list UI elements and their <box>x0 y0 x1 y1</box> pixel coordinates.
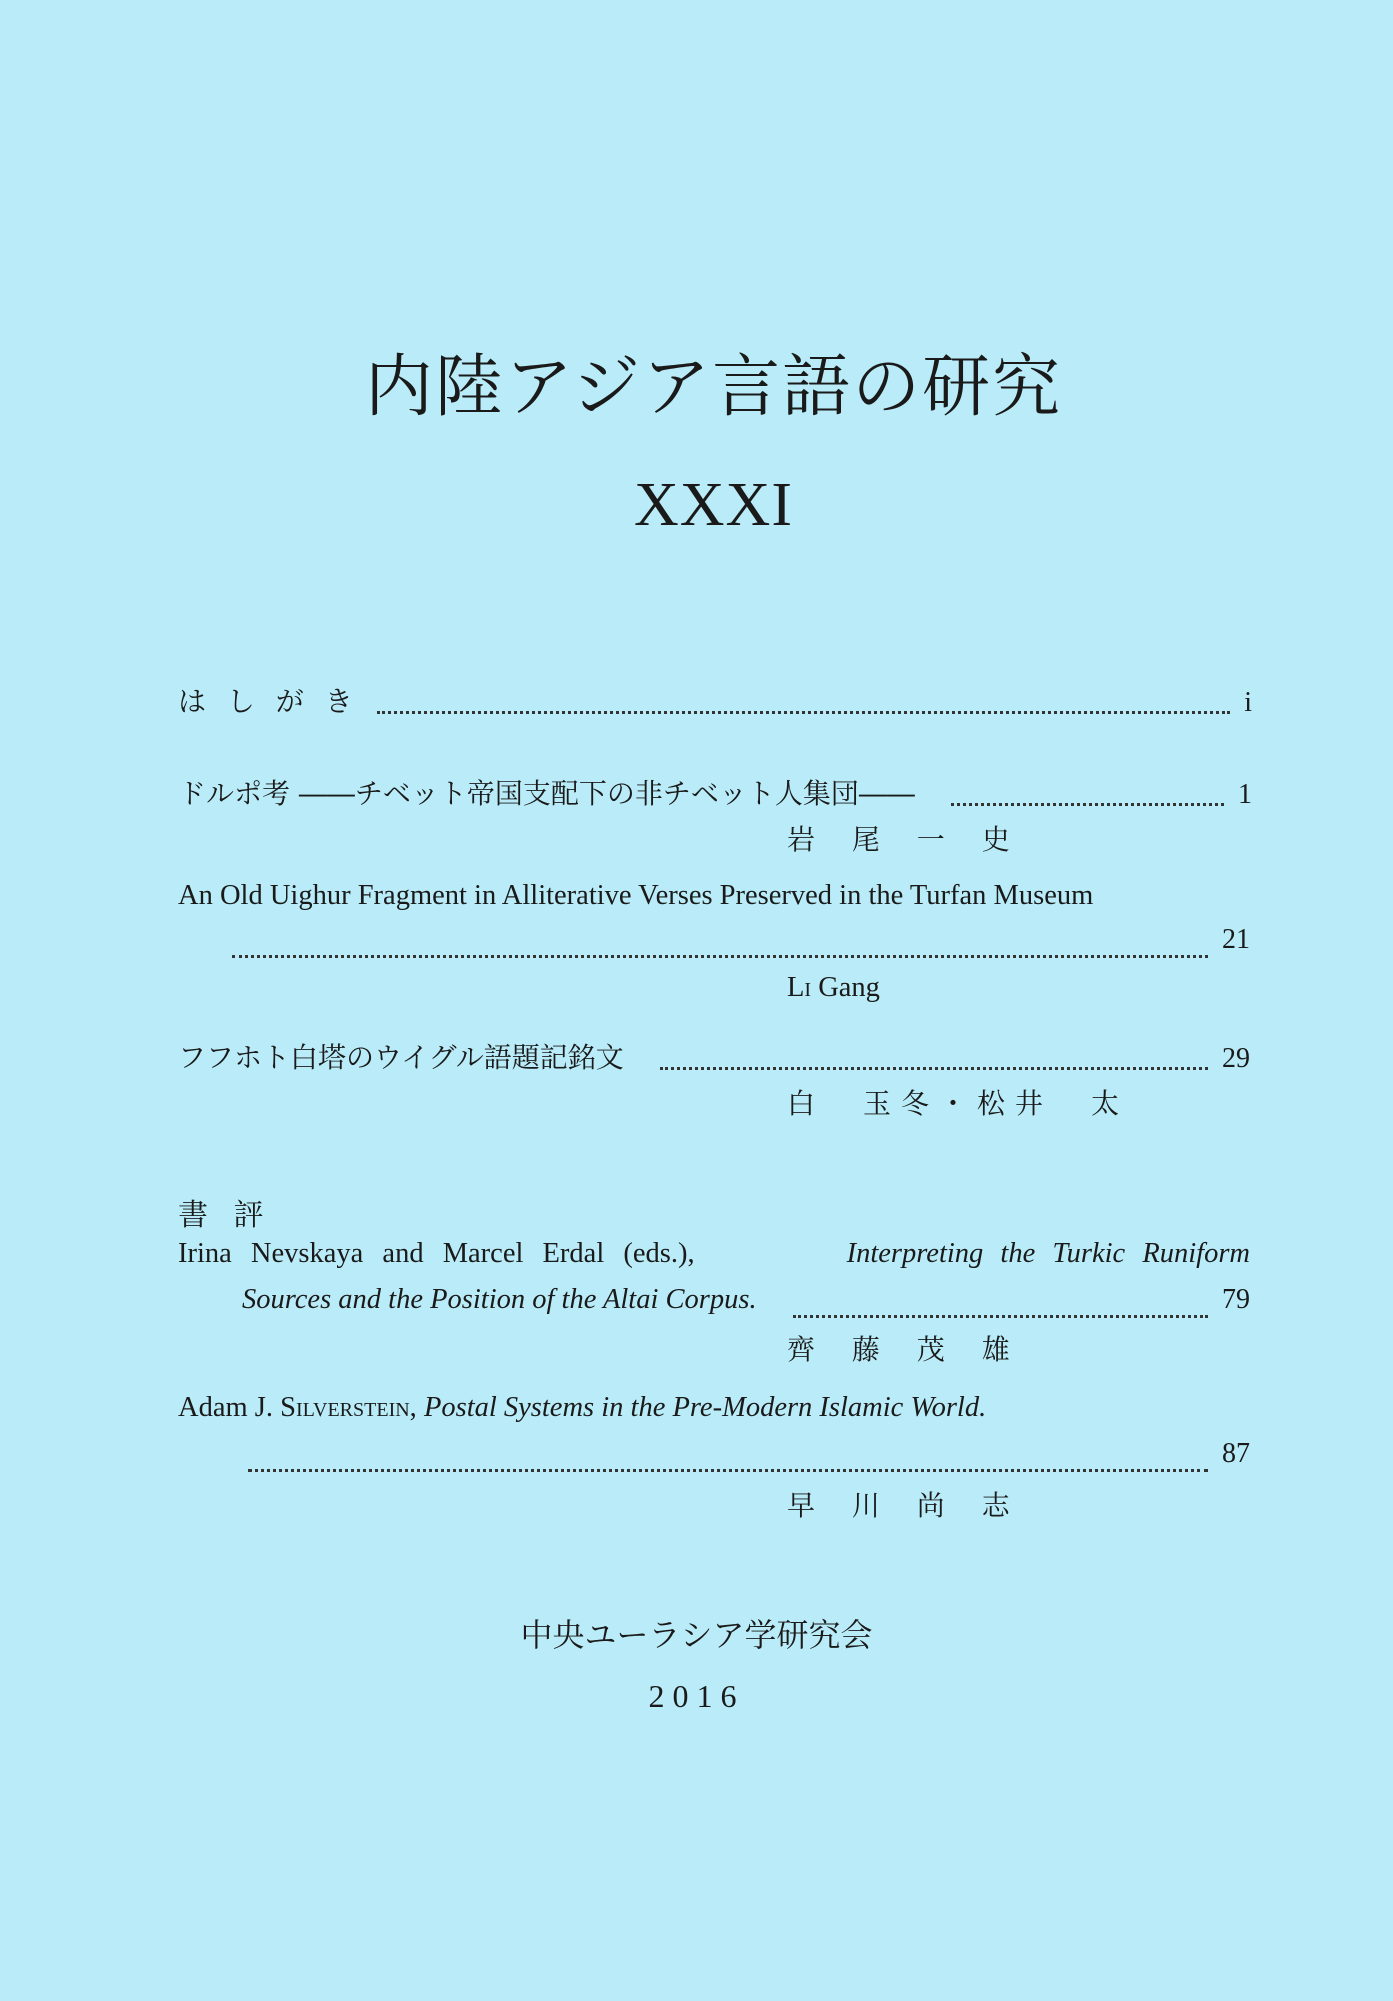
toc-author-article-2 <box>787 972 880 1004</box>
review-1-book-title-line-2: Sources and the Position of the Altai Corpus. <box>242 1284 757 1315</box>
toc-title-article-3: フフホト白塔のウイグル語題記銘文 <box>178 1041 624 1074</box>
author-family-name: Li <box>787 972 812 1003</box>
toc-leader-row-article-2 <box>232 924 1250 964</box>
review-2-author-family: Silverstein, <box>280 1392 417 1423</box>
toc-page-preface: i <box>1244 687 1252 718</box>
toc-page-review-1: 79 <box>1222 1284 1250 1315</box>
toc-entry-article-3[interactable] <box>178 1036 1250 1076</box>
toc-entry-review-2[interactable] <box>178 1392 1198 1432</box>
toc-page-article-2: 21 <box>1222 924 1250 955</box>
toc-title-preface: は し が き <box>178 685 359 718</box>
dot-leader <box>232 955 1208 958</box>
review-1-editors: Irina Nevskaya and Marcel Erdal (eds.), <box>178 1238 695 1269</box>
publisher-name: 中央ユーラシア学研究会 <box>520 1616 873 1654</box>
dot-leader <box>951 803 1224 806</box>
toc-entry-review-1-line-2 <box>242 1284 1250 1324</box>
journal-title: 内陸アジア言語の研究 <box>364 348 1063 427</box>
dot-leader <box>377 711 1231 714</box>
toc-page-article-1: 1 <box>1238 779 1252 810</box>
toc-title-article-1: ドルポ考 ――チベット帝国支配下の非チベット人集団―― <box>178 777 915 810</box>
toc-title-article-2: An Old Uighur Fragment in Alliterative Verses Preserved in the Turfan Museum <box>178 880 1094 911</box>
toc-page-article-3: 29 <box>1222 1043 1250 1074</box>
dot-leader <box>660 1067 1208 1070</box>
review-2-book-title: Postal Systems in the Pre-Modern Islamic World. <box>423 1392 987 1423</box>
toc-leader-row-review-2 <box>248 1438 1250 1478</box>
toc-entry-preface[interactable] <box>178 680 1252 720</box>
author-given-name: Gang <box>818 972 880 1003</box>
toc-page-review-2: 87 <box>1222 1438 1250 1469</box>
review-1-book-title-line-1: Interpreting the Turkic Runiform <box>846 1238 1250 1269</box>
dot-leader <box>248 1469 1208 1472</box>
reviews-heading: 書 評 <box>178 1198 272 1233</box>
publication-year: 2016 <box>648 1678 745 1714</box>
toc-author-article-3: 白 玉冬・松井 太 <box>787 1087 1130 1120</box>
toc-entry-article-1[interactable] <box>178 772 1252 812</box>
toc-author-article-1: 岩 尾 一 史 <box>787 823 1024 856</box>
review-2-author-given: Adam J. <box>178 1392 273 1423</box>
dot-leader <box>793 1315 1208 1318</box>
toc-entry-article-2[interactable] <box>178 880 1198 920</box>
toc-reviewer-review-2: 早 川 尚 志 <box>787 1489 1024 1522</box>
toc-reviewer-review-1: 齊 藤 茂 雄 <box>787 1333 1024 1366</box>
toc-entry-review-1[interactable] <box>178 1238 1250 1278</box>
volume-number: XXXI <box>634 471 793 539</box>
